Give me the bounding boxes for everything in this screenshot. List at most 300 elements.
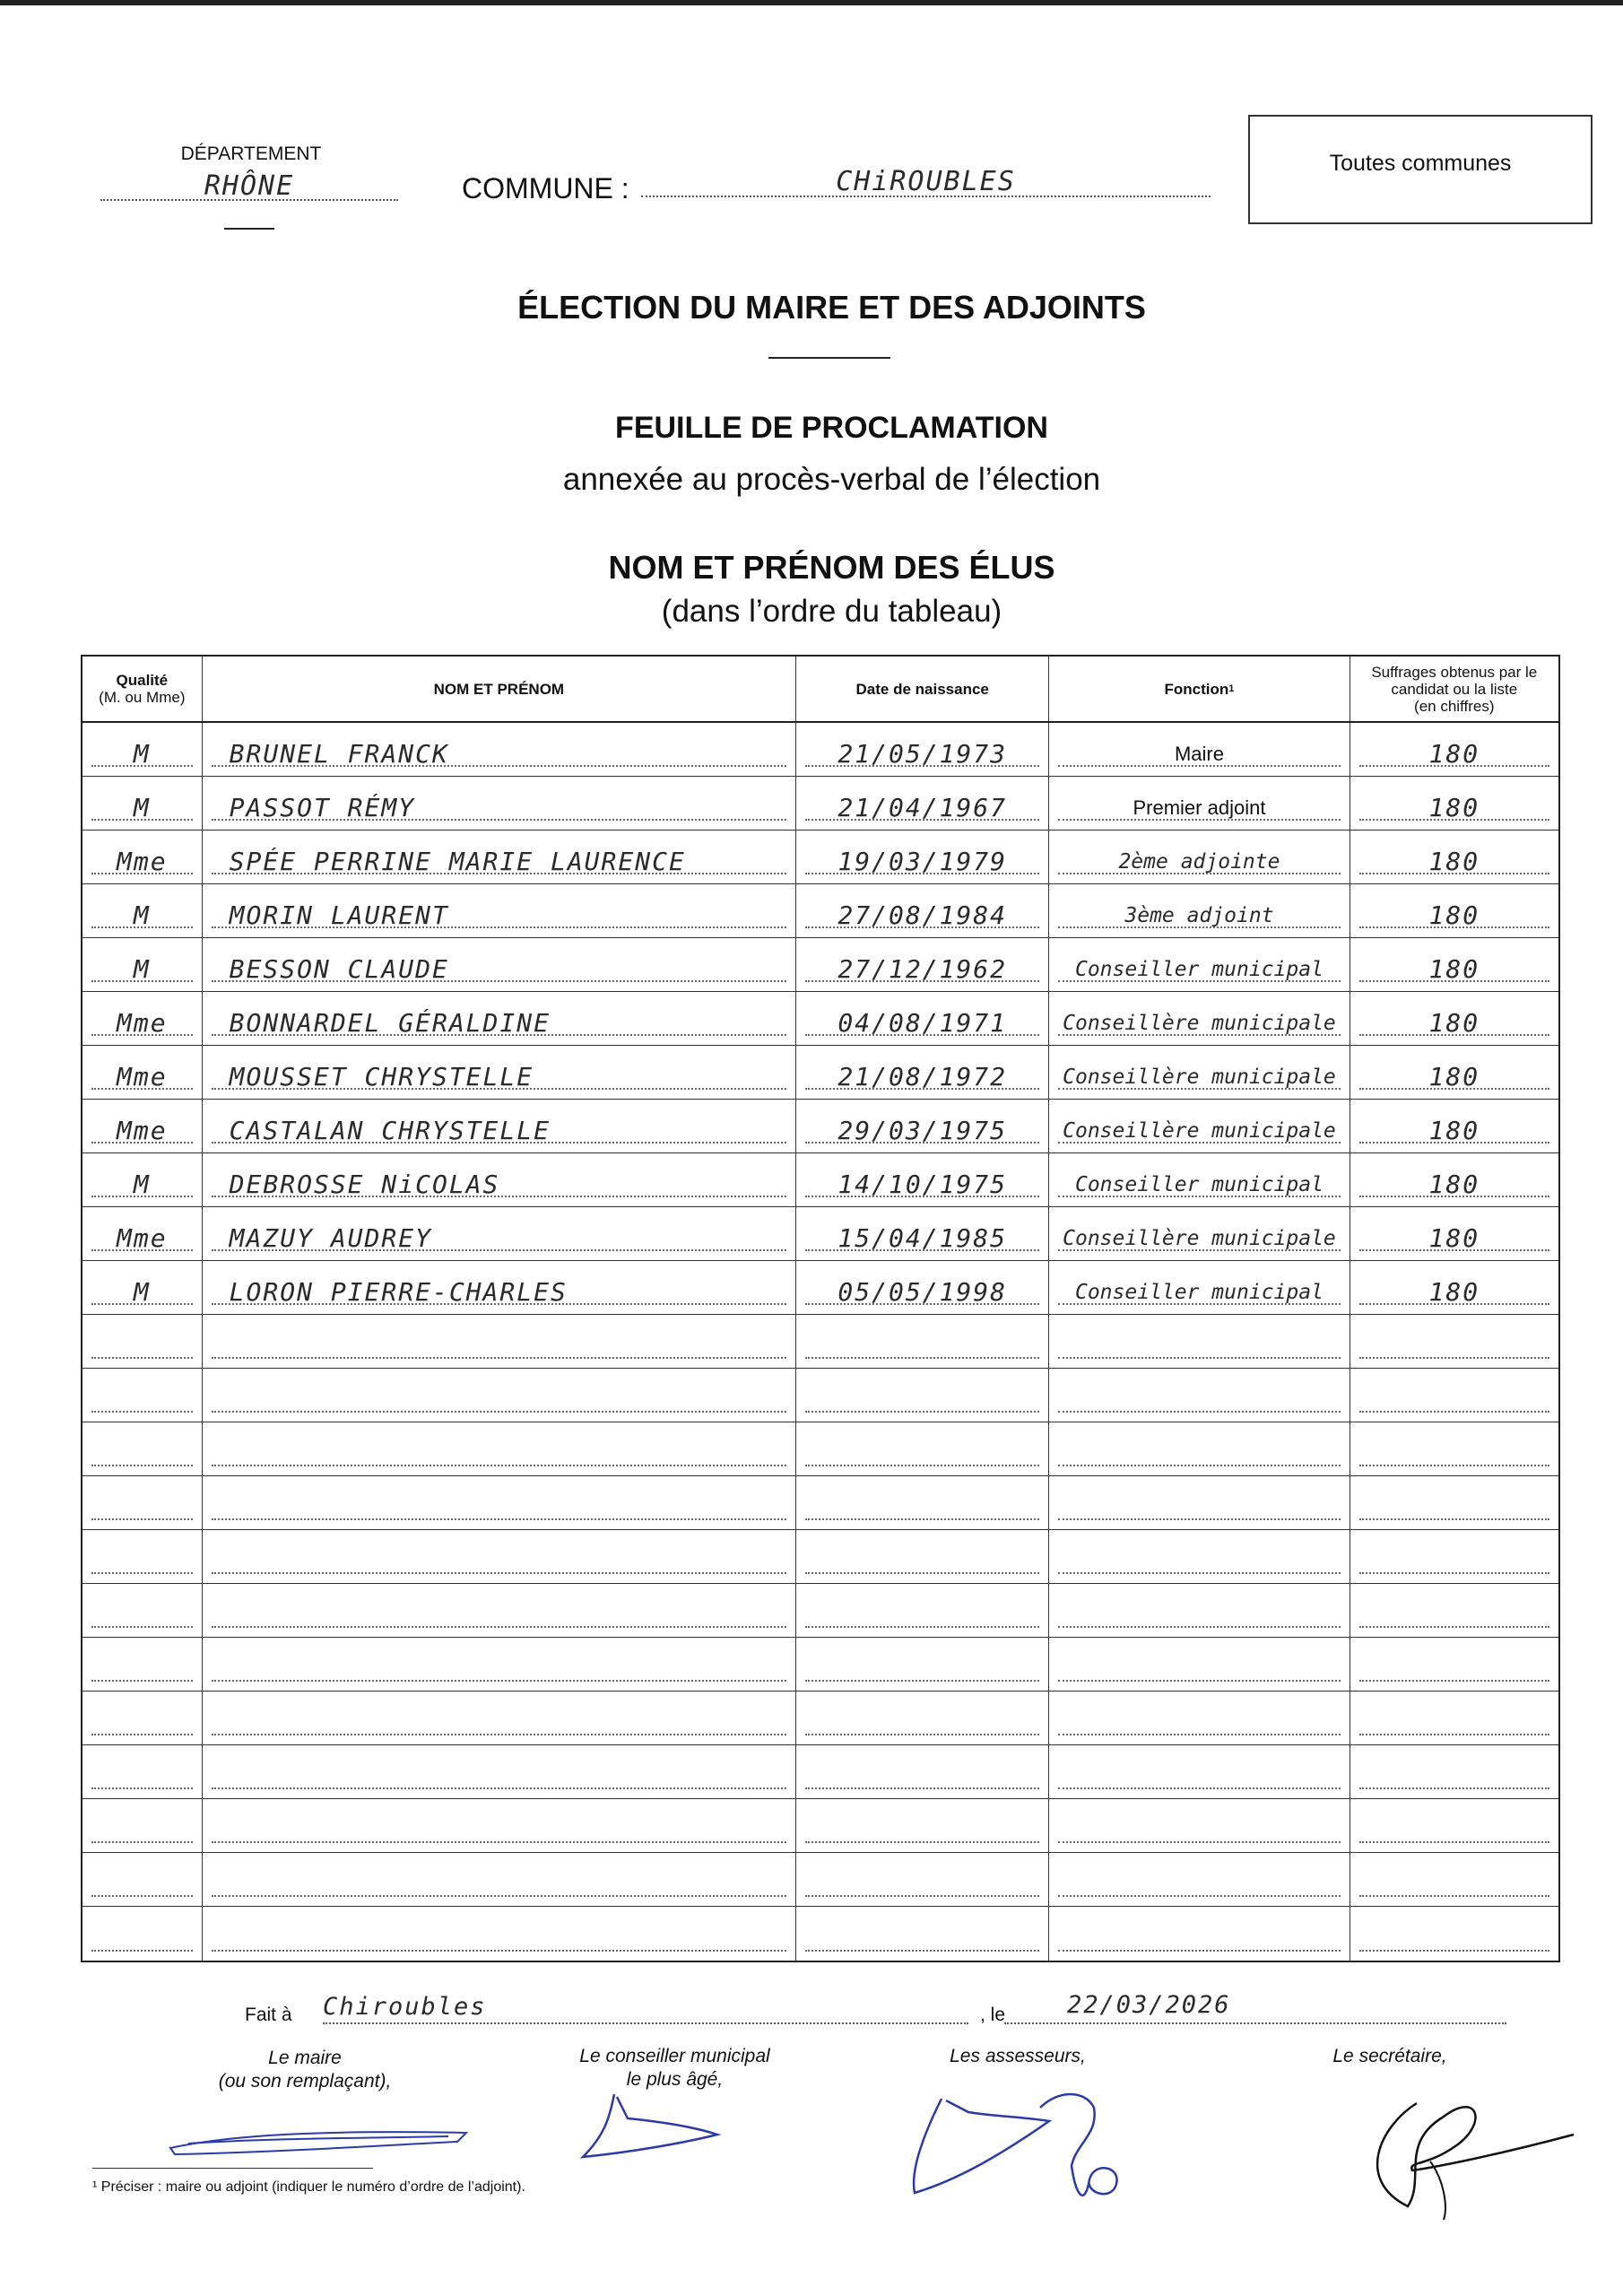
dotted-line <box>212 1411 786 1413</box>
cell-qualite <box>82 1100 203 1152</box>
dotted-line <box>805 1411 1039 1413</box>
dotted-line <box>91 1572 193 1574</box>
dotted-line <box>91 1787 193 1789</box>
table-row <box>82 992 1558 1046</box>
cell-date <box>796 1261 1049 1314</box>
table-row <box>82 1853 1558 1907</box>
dotted-line <box>1058 1950 1340 1952</box>
cell-date-value: 21/05/1973 <box>838 740 1007 769</box>
cell-nom-value: SPÉE PERRINE MARIE LAURENCE <box>229 848 686 876</box>
cell-fonction-value: Conseillère municipale <box>1063 1227 1336 1250</box>
cell-qualite <box>82 1315 203 1368</box>
cell-nom <box>203 1315 796 1368</box>
dotted-line <box>1058 1572 1340 1574</box>
commune-label: COMMUNE : <box>462 172 629 204</box>
cell-date <box>796 1584 1049 1637</box>
table-row <box>82 723 1558 777</box>
cell-fonction <box>1049 723 1350 776</box>
dotted-line <box>212 1572 786 1574</box>
cell-date-value: 05/05/1998 <box>838 1278 1007 1307</box>
dotted-line <box>1359 1787 1549 1789</box>
elus-table <box>81 655 1560 1962</box>
cell-qualite <box>82 1584 203 1637</box>
cell-fonction <box>1049 1584 1350 1637</box>
document-title: ÉLECTION DU MAIRE ET DES ADJOINTS <box>517 289 1146 326</box>
header-fonction <box>1049 657 1350 721</box>
cell-suffrages <box>1350 1745 1558 1798</box>
dotted-line <box>212 1787 786 1789</box>
cell-nom-value: BESSON CLAUDE <box>229 955 449 984</box>
cell-qualite <box>82 1422 203 1475</box>
table-row <box>82 831 1558 884</box>
header-qualite <box>82 657 203 721</box>
dotted-line <box>805 1518 1039 1520</box>
cell-qualite <box>82 1907 203 1961</box>
cell-nom-value: CASTALAN CHRYSTELLE <box>229 1117 551 1145</box>
cell-qualite <box>82 1369 203 1422</box>
cell-nom <box>203 1207 796 1260</box>
header-suffrages-sub: (en chiffres) <box>1414 697 1495 715</box>
cell-qualite-value: Mme <box>117 848 168 876</box>
scope-box <box>1248 115 1593 224</box>
cell-fonction <box>1049 1261 1350 1314</box>
cell-fonction <box>1049 884 1350 937</box>
sig-maire-sub: (ou son remplaçant), <box>218 2071 392 2092</box>
dotted-line <box>805 1680 1039 1682</box>
table-row <box>82 884 1558 938</box>
cell-fonction <box>1049 1046 1350 1099</box>
list-title: NOM ET PRÉNOM DES ÉLUS <box>608 549 1055 586</box>
departement-label: DÉPARTEMENT <box>180 144 322 164</box>
dotted-line <box>805 1572 1039 1574</box>
cell-nom <box>203 1476 796 1529</box>
table-row <box>82 1745 1558 1799</box>
cell-date-value: 15/04/1985 <box>838 1224 1007 1253</box>
cell-nom <box>203 831 796 883</box>
cell-date-value: 19/03/1979 <box>838 848 1007 876</box>
dotted-line <box>1058 1787 1340 1789</box>
cell-qualite-value: M <box>133 1278 151 1307</box>
cell-date-value: 27/08/1984 <box>838 901 1007 930</box>
departement-rule <box>224 228 274 230</box>
sig-maire-title: Le maire <box>268 2048 342 2068</box>
cell-qualite-value: M <box>133 794 151 822</box>
cell-suffrages <box>1350 1315 1558 1368</box>
dotted-line <box>1058 1680 1340 1682</box>
cell-fonction-value: Conseiller municipal <box>1074 958 1324 981</box>
dotted-line <box>91 1895 193 1897</box>
cell-date <box>796 1476 1049 1529</box>
header-date <box>796 657 1049 721</box>
cell-nom <box>203 1261 796 1314</box>
cell-qualite-value: Mme <box>117 1063 168 1091</box>
cell-suffrages <box>1350 1100 1558 1152</box>
cell-suffrages-value: 180 <box>1428 740 1480 769</box>
dotted-line <box>1058 1518 1340 1520</box>
cell-nom <box>203 1745 796 1798</box>
cell-fonction-value: Premier adjoint <box>1133 796 1266 819</box>
cell-fonction-value: Conseiller municipal <box>1074 1281 1324 1304</box>
sig-assesseurs-title: Les assesseurs, <box>950 2046 1086 2066</box>
cell-qualite <box>82 1692 203 1744</box>
dotted-line <box>212 1465 786 1466</box>
header-suffrages <box>1350 657 1558 721</box>
dotted-line <box>91 1411 193 1413</box>
cell-fonction <box>1049 1100 1350 1152</box>
cell-date <box>796 1745 1049 1798</box>
dotted-line <box>212 1734 786 1735</box>
dotted-line <box>805 1950 1039 1952</box>
cell-nom <box>203 723 796 776</box>
cell-qualite <box>82 992 203 1045</box>
dotted-line <box>1058 1626 1340 1628</box>
dotted-line <box>1058 1734 1340 1735</box>
cell-nom-value: BONNARDEL GÉRALDINE <box>229 1009 551 1038</box>
cell-nom-value: MAZUY AUDREY <box>229 1224 432 1253</box>
cell-suffrages <box>1350 1584 1558 1637</box>
cell-fonction <box>1049 1907 1350 1961</box>
assesseurs-signatures <box>906 2081 1166 2206</box>
cell-date <box>796 723 1049 776</box>
dotted-line <box>805 1357 1039 1359</box>
cell-qualite <box>82 1153 203 1206</box>
table-row <box>82 1907 1558 1961</box>
cell-qualite-value: Mme <box>117 1224 168 1253</box>
cell-suffrages <box>1350 1638 1558 1691</box>
dotted-line <box>91 1465 193 1466</box>
dotted-line <box>212 1626 786 1628</box>
dotted-line <box>1359 1411 1549 1413</box>
date-value: 22/03/2026 <box>1067 1991 1231 2019</box>
table-row <box>82 938 1558 992</box>
cell-date <box>796 1907 1049 1961</box>
cell-nom <box>203 1369 796 1422</box>
table-header-row <box>82 657 1558 723</box>
cell-date-value: 14/10/1975 <box>838 1170 1007 1199</box>
cell-date-value: 04/08/1971 <box>838 1009 1007 1038</box>
table-row <box>82 1369 1558 1422</box>
cell-suffrages-value: 180 <box>1428 794 1480 822</box>
cell-suffrages <box>1350 1692 1558 1744</box>
cell-suffrages <box>1350 1046 1558 1099</box>
cell-fonction <box>1049 1745 1350 1798</box>
cell-date <box>796 1530 1049 1583</box>
table-row <box>82 1100 1558 1153</box>
table-row <box>82 1046 1558 1100</box>
table-row <box>82 1315 1558 1369</box>
cell-fonction <box>1049 1207 1350 1260</box>
table-row <box>82 1692 1558 1745</box>
cell-qualite <box>82 1207 203 1260</box>
scan-top-edge <box>0 0 1623 5</box>
cell-qualite-value: Mme <box>117 1009 168 1038</box>
cell-suffrages <box>1350 1207 1558 1260</box>
dotted-line <box>212 1357 786 1359</box>
sheet-title: FEUILLE DE PROCLAMATION <box>615 411 1048 445</box>
cell-fonction <box>1049 1692 1350 1744</box>
cell-nom <box>203 938 796 991</box>
dotted-line <box>1359 1465 1549 1466</box>
cell-suffrages <box>1350 777 1558 830</box>
cell-date <box>796 1638 1049 1691</box>
cell-date <box>796 1207 1049 1260</box>
fait-a-value: Chiroubles <box>323 1993 487 2021</box>
cell-fonction <box>1049 777 1350 830</box>
dotted-line <box>805 1787 1039 1789</box>
cell-nom <box>203 1422 796 1475</box>
dotted-line <box>212 1895 786 1897</box>
cell-fonction-value: Conseillère municipale <box>1063 1119 1336 1143</box>
header-suffrages-label: Suffrages obtenus par le candidat ou la liste <box>1371 663 1538 698</box>
header-fonction-label: Fonction <box>1164 680 1229 698</box>
dotted-line <box>1058 1357 1340 1359</box>
dotted-line <box>805 1734 1039 1735</box>
header-nom <box>203 657 796 721</box>
table-row <box>82 1638 1558 1692</box>
cell-suffrages <box>1350 831 1558 883</box>
dotted-line <box>1359 1841 1549 1843</box>
dotted-line <box>91 1734 193 1735</box>
sheet-subtitle: annexée au procès-verbal de l’élection <box>562 462 1101 497</box>
header-qualite-label: Qualité <box>116 672 169 689</box>
cell-suffrages-value: 180 <box>1428 1117 1480 1145</box>
cell-date-value: 21/04/1967 <box>838 794 1007 822</box>
cell-qualite <box>82 938 203 991</box>
dotted-line <box>1359 1950 1549 1952</box>
scope-box-text: Toutes communes <box>1329 150 1512 176</box>
table-row <box>82 1799 1558 1853</box>
cell-fonction-value: Conseillère municipale <box>1063 1065 1336 1089</box>
dotted-line <box>805 1465 1039 1466</box>
signature-label-assesseurs <box>928 2045 1107 2068</box>
maire-signature <box>161 2099 484 2170</box>
dotted-line <box>91 1680 193 1682</box>
cell-fonction <box>1049 831 1350 883</box>
cell-suffrages-value: 180 <box>1428 1224 1480 1253</box>
cell-nom <box>203 992 796 1045</box>
signature-label-maire <box>188 2047 421 2093</box>
commune-value: CHiROUBLES <box>836 166 1016 197</box>
conseiller-signature <box>574 2081 726 2179</box>
cell-nom <box>203 1799 796 1852</box>
cell-qualite-value: M <box>133 955 151 984</box>
cell-suffrages <box>1350 1799 1558 1852</box>
cell-suffrages <box>1350 1422 1558 1475</box>
cell-date-value: 21/08/1972 <box>838 1063 1007 1091</box>
cell-date <box>796 992 1049 1045</box>
cell-date-value: 29/03/1975 <box>838 1117 1007 1145</box>
dotted-line <box>91 1357 193 1359</box>
cell-suffrages <box>1350 884 1558 937</box>
cell-suffrages-value: 180 <box>1428 848 1480 876</box>
cell-date <box>796 831 1049 883</box>
cell-nom-value: MORIN LAURENT <box>229 901 449 930</box>
cell-nom <box>203 1046 796 1099</box>
cell-qualite <box>82 1745 203 1798</box>
header-nom-label: NOM ET PRÉNOM <box>433 680 565 698</box>
cell-fonction <box>1049 1799 1350 1852</box>
cell-fonction-value: Conseillère municipale <box>1063 1012 1336 1035</box>
table-row <box>82 1584 1558 1638</box>
dotted-line <box>91 1841 193 1843</box>
dotted-line <box>1058 1895 1340 1897</box>
cell-qualite <box>82 1638 203 1691</box>
cell-suffrages <box>1350 1476 1558 1529</box>
cell-nom-value: BRUNEL FRANCK <box>229 740 449 769</box>
cell-fonction-value: 2ème adjointe <box>1118 850 1280 874</box>
cell-nom <box>203 1100 796 1152</box>
cell-date <box>796 1369 1049 1422</box>
cell-fonction <box>1049 1853 1350 1906</box>
cell-nom <box>203 1692 796 1744</box>
cell-nom <box>203 1907 796 1961</box>
dotted-line <box>1058 1841 1340 1843</box>
cell-nom-value: LORON PIERRE-CHARLES <box>229 1278 568 1307</box>
footnote: ¹ Préciser : maire ou adjoint (indiquer le numéro d’ordre de l’adjoint). <box>92 2179 525 2195</box>
cell-fonction <box>1049 1476 1350 1529</box>
cell-nom-value: PASSOT RÉMY <box>229 794 416 822</box>
cell-date <box>796 1153 1049 1206</box>
sig-secretaire-title: Le secrétaire, <box>1332 2046 1447 2066</box>
cell-fonction-value: 3ème adjoint <box>1124 904 1274 927</box>
cell-suffrages-value: 180 <box>1428 1278 1480 1307</box>
cell-suffrages-value: 180 <box>1428 1170 1480 1199</box>
cell-date <box>796 777 1049 830</box>
cell-fonction <box>1049 938 1350 991</box>
header-qualite-sub: (M. ou Mme) <box>99 689 186 706</box>
footnote-rule <box>92 2168 373 2169</box>
cell-nom <box>203 1153 796 1206</box>
table-row <box>82 1530 1558 1584</box>
cell-nom <box>203 884 796 937</box>
cell-date <box>796 1853 1049 1906</box>
cell-suffrages <box>1350 1153 1558 1206</box>
cell-fonction-value: Maire <box>1174 743 1224 765</box>
cell-suffrages-value: 180 <box>1428 1009 1480 1038</box>
dotted-line <box>1359 1680 1549 1682</box>
cell-date <box>796 884 1049 937</box>
cell-qualite <box>82 1853 203 1906</box>
cell-suffrages <box>1350 992 1558 1045</box>
cell-date <box>796 1100 1049 1152</box>
dotted-line <box>1359 1518 1549 1520</box>
header-fonction-footnote-ref: 1 <box>1228 683 1235 694</box>
cell-fonction <box>1049 1153 1350 1206</box>
list-subtitle: (dans l’ordre du tableau) <box>661 594 1002 629</box>
cell-date <box>796 1692 1049 1744</box>
dotted-line <box>1359 1734 1549 1735</box>
cell-qualite <box>82 1046 203 1099</box>
table-row <box>82 1476 1558 1530</box>
dotted-line <box>805 1841 1039 1843</box>
fait-a-label: Fait à <box>245 2005 292 2025</box>
cell-nom-value: MOUSSET CHRYSTELLE <box>229 1063 534 1091</box>
dotted-line <box>1058 1465 1340 1466</box>
date-label: , le <box>980 2005 1006 2025</box>
cell-fonction <box>1049 1530 1350 1583</box>
cell-suffrages <box>1350 723 1558 776</box>
cell-suffrages-value: 180 <box>1428 955 1480 984</box>
header-date-label: Date de naissance <box>855 680 989 698</box>
dotted-line <box>1359 1572 1549 1574</box>
dotted-line <box>91 1950 193 1952</box>
dotted-line <box>212 1841 786 1843</box>
signature-label-secretaire <box>1300 2045 1480 2068</box>
dotted-line <box>805 1895 1039 1897</box>
cell-suffrages <box>1350 1853 1558 1906</box>
table-row <box>82 777 1558 831</box>
cell-qualite-value: M <box>133 740 151 769</box>
cell-qualite <box>82 1261 203 1314</box>
cell-qualite-value: M <box>133 1170 151 1199</box>
cell-suffrages-value: 180 <box>1428 901 1480 930</box>
cell-date <box>796 938 1049 991</box>
table-body <box>82 723 1558 1961</box>
cell-nom <box>203 1853 796 1906</box>
dotted-line <box>1359 1895 1549 1897</box>
cell-nom-value: DEBROSSE NiCOLAS <box>229 1170 500 1199</box>
dotted-line <box>91 1626 193 1628</box>
cell-date <box>796 1422 1049 1475</box>
dotted-line <box>805 1626 1039 1628</box>
table-row <box>82 1207 1558 1261</box>
sig-conseiller-sub: le plus âgé, <box>626 2069 724 2090</box>
dotted-line <box>91 1518 193 1520</box>
date-dotted-line <box>1004 2022 1506 2024</box>
dotted-line <box>1359 1626 1549 1628</box>
dotted-line <box>1058 1411 1340 1413</box>
cell-date <box>796 1046 1049 1099</box>
cell-fonction <box>1049 992 1350 1045</box>
departement-value: RHÔNE <box>204 170 295 202</box>
cell-suffrages <box>1350 1530 1558 1583</box>
cell-nom <box>203 1638 796 1691</box>
dotted-line <box>1359 1357 1549 1359</box>
cell-suffrages <box>1350 1907 1558 1961</box>
cell-qualite <box>82 723 203 776</box>
cell-qualite <box>82 884 203 937</box>
cell-qualite <box>82 1530 203 1583</box>
cell-suffrages <box>1350 1369 1558 1422</box>
cell-suffrages <box>1350 1261 1558 1314</box>
cell-date <box>796 1799 1049 1852</box>
cell-suffrages-value: 180 <box>1428 1063 1480 1091</box>
cell-date <box>796 1315 1049 1368</box>
dotted-line <box>212 1950 786 1952</box>
cell-nom <box>203 777 796 830</box>
cell-qualite <box>82 777 203 830</box>
table-row <box>82 1153 1558 1207</box>
cell-qualite-value: M <box>133 901 151 930</box>
table-row <box>82 1422 1558 1476</box>
dotted-line <box>212 1680 786 1682</box>
cell-suffrages <box>1350 938 1558 991</box>
cell-nom <box>203 1530 796 1583</box>
cell-fonction <box>1049 1638 1350 1691</box>
cell-qualite-value: Mme <box>117 1117 168 1145</box>
title-rule <box>768 357 890 359</box>
cell-qualite <box>82 831 203 883</box>
cell-qualite <box>82 1799 203 1852</box>
dotted-line <box>212 1518 786 1520</box>
fait-a-dotted-line <box>323 2022 968 2024</box>
cell-fonction-value: Conseiller municipal <box>1074 1173 1324 1196</box>
cell-qualite <box>82 1476 203 1529</box>
cell-fonction <box>1049 1315 1350 1368</box>
cell-fonction <box>1049 1369 1350 1422</box>
secretaire-signature <box>1345 2081 1596 2224</box>
cell-nom <box>203 1584 796 1637</box>
